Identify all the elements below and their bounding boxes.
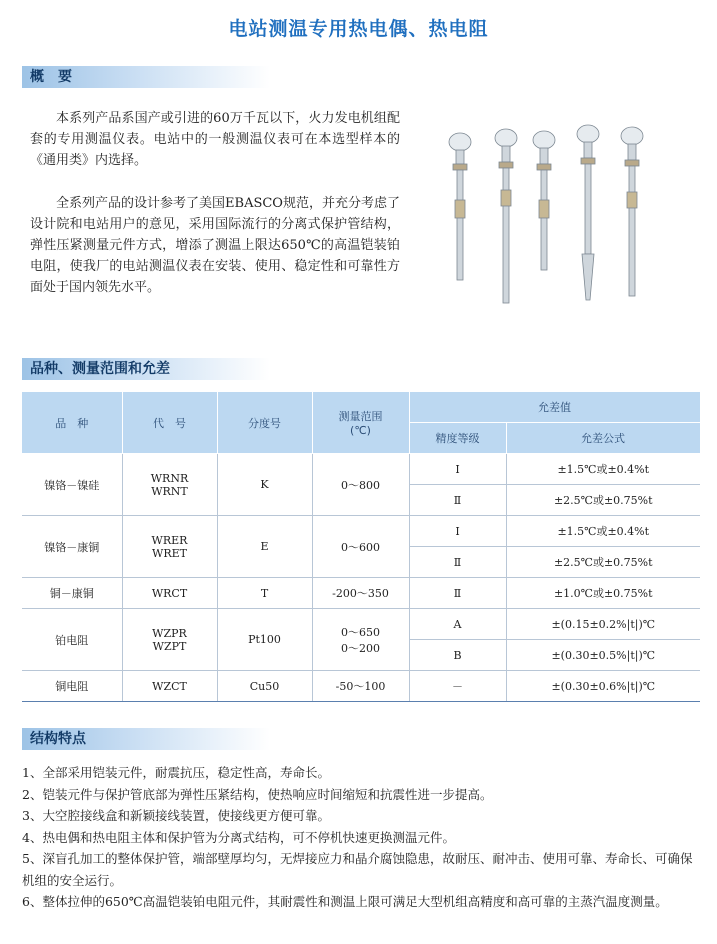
overview-paragraph-2: 全系列产品的设计参考了美国EBASCO规范，并充分考虑了设计院和电站用户的意见，采用国际流行的分离式保护管结构，弹性压紧测量元件方式，增添了测温上限达650℃的高温铠装铂电阻，使我厂的电站测温仪表在安装、使用、稳定性和可靠性方面处于国内领先水平。 — [30, 196, 400, 295]
table-row — [22, 609, 700, 640]
cell-graduation: E — [217, 516, 312, 578]
cell-variety: 镍铬－康铜 — [22, 516, 122, 578]
col-formula: 允差公式 — [506, 423, 700, 454]
cell-formula: ±2.5℃或±0.75%t — [506, 547, 700, 578]
cell-formula: ±(0.15±0.2%|t|)℃ — [506, 609, 700, 640]
cell-formula: ±(0.30±0.5%|t|)℃ — [506, 640, 700, 671]
cell-graduation: Pt100 — [217, 609, 312, 671]
cell-grade: B — [409, 640, 506, 671]
table-row — [22, 578, 700, 609]
cell-variety: 铜电阻 — [22, 671, 122, 702]
cell-code: WZCT — [122, 671, 217, 702]
col-range-label: 测量范围 — [338, 410, 383, 423]
overview-paragraph-1: 本系列产品系国产或引进的60万千瓦以下，火力发电机组配套的专用测温仪表。电站中的一般测温仪表可在本选型样本的《通用类》内选择。 — [30, 111, 400, 168]
cell-code: WZPR WZPT — [122, 609, 217, 671]
col-variety: 品 种 — [22, 392, 122, 454]
list-item: 1、全部采用铠装元件，耐震抗压，稳定性高，寿命长。 — [22, 765, 330, 780]
cell-grade: Ⅱ — [409, 578, 506, 609]
cell-grade: Ⅱ — [409, 547, 506, 578]
col-graduation: 分度号 — [217, 392, 312, 454]
cell-grade: Ⅰ — [409, 516, 506, 547]
cell-graduation: T — [217, 578, 312, 609]
col-range-unit: (℃) — [350, 424, 371, 437]
list-item: 6、整体拉伸的650℃高温铠装铂电阻元件，其耐震性和测温上限可满足大型机组高精度和高可靠的主蒸汽温度测量。 — [22, 894, 668, 909]
list-item: 2、铠装元件与保护管底部为弹性压紧结构，使热响应时间缩短和抗震性进一步提高。 — [22, 786, 493, 802]
list-item: 4、热电偶和热电阻主体和保护管为分离式结构，可不停机快速更换测温元件。 — [22, 829, 455, 845]
cell-formula: ±1.5℃或±0.4%t — [506, 454, 700, 485]
table-header-row — [22, 392, 700, 423]
table-row — [22, 516, 700, 547]
cell-grade: A — [409, 609, 506, 640]
col-range — [312, 392, 409, 454]
cell-graduation: Cu50 — [217, 671, 312, 702]
cell-range: -50～100 — [312, 671, 409, 702]
cell-formula: ±1.5℃或±0.4%t — [506, 516, 700, 547]
table-row — [22, 671, 700, 702]
cell-code: WRER WRET — [122, 516, 217, 578]
col-grade: 精度等级 — [409, 423, 506, 454]
cell-grade: － — [409, 671, 506, 702]
cell-variety: 铂电阻 — [22, 609, 122, 671]
section-spec-heading: 品种、测量范围和允差 — [22, 358, 270, 380]
table-row — [22, 454, 700, 485]
cell-range: 0～800 — [312, 454, 409, 516]
list-item: 5、深盲孔加工的整体保护管，端部壁厚均匀，无焊接应力和晶介腐蚀隐患，故耐压、耐冲击、使用可靠、寿命长、可确保机组的安全运行。 — [22, 851, 693, 888]
col-tolerance: 允差值 — [409, 392, 700, 423]
cell-range: 0～600 — [312, 516, 409, 578]
cell-grade: Ⅰ — [409, 454, 506, 485]
cell-range: 0～650 0～200 — [312, 609, 409, 671]
section-overview-heading: 概 要 — [22, 66, 270, 88]
cell-code: WRCT — [122, 578, 217, 609]
cell-code: WRNR WRNT — [122, 454, 217, 516]
thermocouple-product-photo — [420, 120, 700, 325]
cell-formula: ±1.0℃或±0.75%t — [506, 578, 700, 609]
cell-graduation: K — [217, 454, 312, 516]
cell-formula: ±2.5℃或±0.75%t — [506, 485, 700, 516]
cell-range: -200～350 — [312, 578, 409, 609]
list-item: 3、大空腔接线盒和新颖接线装置，使接线更方便可靠。 — [22, 808, 330, 823]
spec-table — [22, 392, 701, 702]
cell-grade: Ⅱ — [409, 485, 506, 516]
section-features-heading: 结构特点 — [22, 728, 270, 750]
cell-variety: 镍铬－镍硅 — [22, 454, 122, 516]
features-list — [22, 762, 702, 913]
cell-formula: ±(0.30±0.6%|t|)℃ — [506, 671, 700, 702]
page-title: 电站测温专用热电偶、热电阻 — [228, 18, 489, 40]
col-code: 代 号 — [122, 392, 217, 454]
cell-variety: 铜－康铜 — [22, 578, 122, 609]
